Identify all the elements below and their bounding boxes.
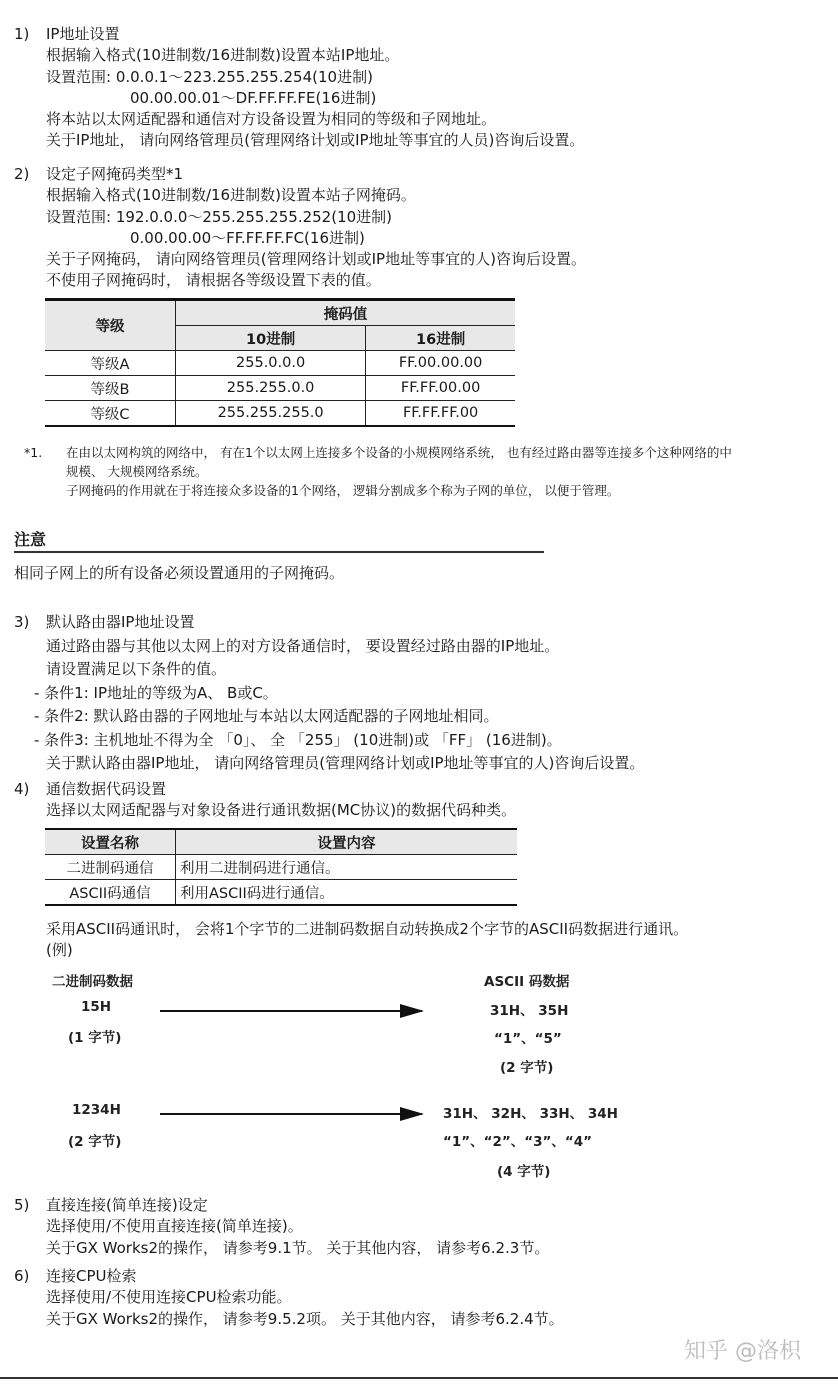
section-cpu-search: 6) 连接CPU检索 选择使用/不使用连接CPU检索功能。 关于GX Works2的操作， 请参考9.5.2项。 关于其他内容， 请参考6.2.4节。 [14, 1267, 564, 1328]
section-title: 默认路由器IP地址设置 [46, 613, 195, 631]
ascii-explanation: 采用ASCII码通讯时， 会将1个字节的二进制码数据自动转换成2个字节的ASCII码数据进行通讯。 (例) [46, 920, 689, 960]
arrow-icon [160, 1113, 422, 1115]
note-body: 相同子网上的所有设备必须设置通用的子网掩码。 [14, 564, 345, 582]
note-title: 注意 [14, 530, 47, 549]
section-title: 通信数据代码设置 [46, 780, 167, 798]
section-title: 连接CPU检索 [46, 1267, 137, 1285]
table-row: 等级B 255.255.0.0 FF.FF.00.00 [45, 376, 515, 401]
watermark: 知乎 @洛枳 [684, 1339, 801, 1364]
section-data-code: 4) 通信数据代码设置 选择以太网适配器与对象设备进行通讯数据(MC协议)的数据代码种类。 [14, 780, 517, 820]
arrow-icon [160, 1010, 422, 1012]
mask-table: 等级 掩码值 10进制 16进制 等级A 255.0.0.0 FF.00.00.00 等级B 255.255.0.0 FF.FF.00.00 等级C 255.255.255.0 FF.FF.FF.00 [45, 298, 515, 427]
table-row: 二进制码通信 利用二进制码进行通信。 [45, 855, 517, 880]
code-table: 设置名称 设置内容 二进制码通信 利用二进制码进行通信。 ASCII码通信 利用ASCII码进行通信。 [45, 828, 517, 906]
divider [14, 551, 544, 553]
table-row: 等级A 255.0.0.0 FF.00.00.00 [45, 351, 515, 376]
section-ip-address: 1) IP地址设置 根据输入格式(10进制数/16进制数)设置本站IP地址。 设置范围: 0.0.0.1～223.255.255.254(10进制) 00.00.00.01～DF.FF.FF.FE(16进制) 将本站以太网适配器和通信对方设备设置为相同的等级和子网地址。 关于IP地址， 请向网络管理员(管理网络计划或IP地址等事宜的人员)咨询后设置。 [14, 25, 585, 150]
table-row: ASCII码通信 利用ASCII码进行通信。 [45, 880, 517, 906]
footnote: *1. 在由以太网构筑的网络中， 有在1个以太网上连接多个设备的小规模网络系统， 也有经过路由器等连接多个这种网络的中 规模、 大规模网络系统。 子网掩码的作用就在于将连接众多设备的1个网络， 逻辑分割成多个称为子网的单位， 以便于管理。 [24, 445, 732, 498]
section-direct-connection: 5) 直接连接(简单连接)设定 选择使用/不使用直接连接(简单连接)。 关于GX Works2的操作， 请参考9.1节。 关于其他内容， 请参考6.2.3节。 [14, 1196, 550, 1257]
section-title: IP地址设置 [46, 25, 120, 43]
section-default-router: 3) 默认路由器IP地址设置 通过路由器与其他以太网上的对方设备通信时， 要设置经过路由器的IP地址。 请设置满足以下条件的值。 - 条件1: IP地址的等级为A、 B或C。 - 条件2: 默认路由器的子网地址与本站以太网适配器的子网地址相同。 - 条件3: 主机地址不得为全 「0」、 全 「255」 (10进制)或 「FF」 (16进制)。 关于默认路由器IP地址， 请向网络管理员(管理网络计划或IP地址等事宜的人)咨询后设置。 [14, 613, 645, 772]
section-title: 设定子网掩码类型*1 [46, 165, 184, 183]
table-row: 等级C 255.255.255.0 FF.FF.FF.00 [45, 401, 515, 427]
document-page: 1) IP地址设置 根据输入格式(10进制数/16进制数)设置本站IP地址。 设置范围: 0.0.0.1～223.255.255.254(10进制) 00.00.00.01～DF.FF.FF.FE(16进制) 将本站以太网适配器和通信对方设备设置为相同的等级和子网地址。 关于IP地址， 请向网络管理员(管理网络计划或IP地址等事宜的人员)咨询后设置。 2) 设定子网掩码类型*1 根据输入格式(10进制数/16进制数)设置本站子网掩码。 设置范围: 192.0.0.0～255.255.255.252(10进制) 0.00.00.00～FF.FF.FF.FC(16进制) 关于子网掩码， 请向网络管理员(管理网络计划或IP地址等事宜的人)咨询后设置。 不使用子网掩码时， 请根据各等级设置下表的值。 等级 掩码值 10进制 16进制 等级A 255.0.0.0 FF.00.00.00 等级B 255.255.0.0 FF.FF.00.00 等级C 255.255.255.0 FF.FF.FF.00 *1. 在由以太网构筑的网络中， 有在1个以太网上连接多个设备的小规模网络系统， 也有经过路由器等连接多个这种网络的中 规模、 大规模网络系统。 子网掩码的作用就在于将连接众多设备的1个网络， 逻辑分割成多个称为子网的单位， 以便于管理。 注意 相同子网上的所有设备必须设置通用的子网掩码。 3) 默认路由器IP地址设置 通过路由器与其他以太网上的对方设备通信时， 要设置经过路由器的IP地址。 请设置满足以下条件的值。 - 条件1: IP地址的等级为A、 B或C。 - 条件2: 默认路由器的子网地址与本站以太网适配器的子网地址相同。 - 条件3: 主机地址不得为全 「0」、 全 「255」 (10进制)或 「FF」 (16进制)。 关于默认路由器IP地址， 请向网络管理员(管理网络计划或IP地址等事宜的人)咨询后设置。 4) 通信数据代码设置 选择以太网适配器与对象设备进行通讯数据(MC协议)的数据代码种类。 设置名称 设置内容 二进制码通信 利用二进制码进行通信。 ASCII码通信 利用ASCII码进行通信。 采用ASCII码通讯时， 会将1个字节的二进制码数据自动转换成2个字节的ASCII码数据进行通讯。 (例) 二进制码数据 ASCII 码数据 15H (1 字节) 31H、 35H “1”、“5” (2 字节) 1234H (2 字节) 31H、 32H、 33H、 34H “1”、“2”、“3”、“4” (4 字节) 5) 直接连接(简单连接)设定 选择使用/不使用直接连接(简单连接)。 关于GX Works2的操作， 请参考9.1节。 关于其他内容， 请参考6.2.3节。 6) 连接CPU检索 选择使用/不使用连接CPU检索功能。 关于GX Works2的操作， 请参考9.5.2项。 关于其他内容， 请参考6.2.4节。 知乎 @洛枳 [0, 0, 838, 1384]
divider [0, 1377, 838, 1379]
section-title: 直接连接(简单连接)设定 [46, 1196, 208, 1214]
section-subnet-mask: 2) 设定子网掩码类型*1 根据输入格式(10进制数/16进制数)设置本站子网掩码。 设置范围: 192.0.0.0～255.255.255.252(10进制) 0.00.00.00～FF.FF.FF.FC(16进制) 关于子网掩码， 请向网络管理员(管理网络计划或IP地址等事宜的人)咨询后设置。 不使用子网掩码时， 请根据各等级设置下表的值。 [14, 165, 586, 290]
